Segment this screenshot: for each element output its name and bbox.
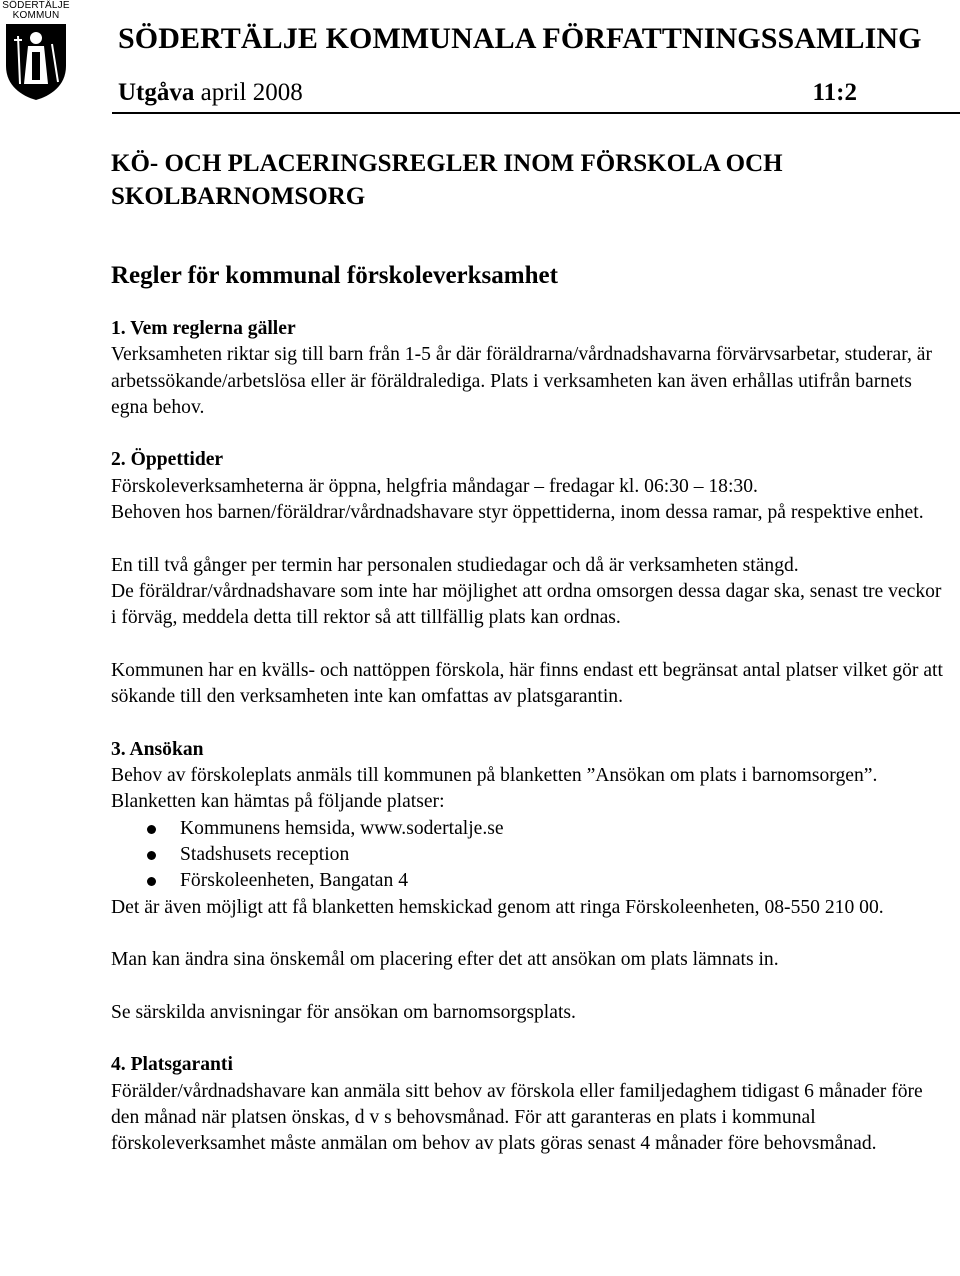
section-2-heading: 2. Öppettider (111, 449, 224, 471)
document-title (111, 147, 911, 213)
section-3-paragraph-1: Behov av förskoleplats anmäls till kommunen på blanketten ”Ansökan om plats i barnomsorgen”. Blanketten kan hämtas på följande platser: (111, 765, 878, 813)
section-4-heading: 4. Platsgaranti (111, 1054, 233, 1076)
document-number: 11:2 (812, 79, 857, 106)
list-item-text: Förskoleenheten, Bangatan 4 (180, 870, 408, 892)
list-item (111, 842, 951, 868)
coat-of-arms-icon (4, 22, 68, 102)
section-3-heading: 3. Ansökan (111, 738, 204, 760)
section-2-paragraph-2: Behoven hos barnen/föräldrar/vårdnadshavare styr öppettiderna, inom dessa ramar, på respektive enhet. (111, 502, 924, 524)
list-item (111, 816, 951, 842)
section-3-paragraph-4: Se särskilda anvisningar för ansökan om barnomsorgsplats. (111, 1001, 576, 1023)
edition-label: Utgåva (118, 79, 195, 106)
list-item-text: Kommunens hemsida, www.sodertalje.se (180, 817, 504, 839)
application-locations-list (111, 816, 951, 895)
section-2-paragraph-4: De föräldrar/vårdnadshavare som inte har möjlighet att ordna omsorgen dessa dagar ska, senast tre veckor i förväg, meddela detta till rektor så att tillfällig plats kan ordnas. (111, 580, 942, 629)
header-divider (112, 112, 960, 114)
section-3-paragraph-3: Man kan ändra sina önskemål om placering efter det att ansökan om plats lämnats in. (111, 949, 779, 971)
document-subtitle: Regler för kommunal förskoleverksamhet (111, 262, 558, 289)
document-body (111, 316, 951, 1158)
section-3-paragraph-2: Det är även möjligt att få blanketten hemskickad genom att ringa Förskoleenheten, 08-550 210 00. (111, 896, 884, 918)
section-1-heading: 1. Vem reglerna gäller (111, 318, 296, 339)
publication-title: SÖDERTÄLJE KOMMUNALA FÖRFATTNINGSSAMLING (118, 22, 922, 55)
bullet-icon (147, 851, 156, 860)
document-title-line1: KÖ- OCH PLACERINGSREGLER INOM FÖRSKOLA OCH (111, 150, 783, 177)
bullet-icon (147, 825, 156, 834)
section-2-paragraph-5: Kommunen har en kvälls- och nattöppen förskola, här finns endast ett begränsat antal platser vilket gör att sökande till den verksamheten inte kan omfattas av platsgarantin. (111, 659, 943, 708)
section-2-paragraph-3: En till två gånger per termin har personalen studiedagar och då är verksamheten stängd. (111, 554, 799, 576)
list-item-text: Stadshusets reception (180, 843, 350, 865)
section-2-paragraph-1: Förskoleverksamheterna är öppna, helgfria måndagar – fredagar kl. 06:30 – 18:30. (111, 475, 758, 497)
logo-text-line1: SÖDERTÄLJE (2, 0, 70, 11)
list-item (111, 868, 951, 894)
logo-text-line2: KOMMUN (12, 10, 60, 21)
section-1-paragraph: Verksamheten riktar sig till barn från 1-5 år där föräldrarna/vårdnadshavarna förvärvsarbetar, studerar, är arbetssökande/arbetslösa eller är föräldralediga. Plats i verksamheten kan även erhållas utifrån barnets egna behov. (111, 344, 932, 418)
document-title-line2: SKOLBARNOMSORG (111, 183, 366, 210)
municipality-logo (0, 0, 72, 104)
bullet-icon (147, 877, 156, 886)
edition-date: april 2008 (194, 79, 303, 106)
section-4-paragraph: Förälder/vårdnadshavare kan anmäla sitt behov av förskola eller familjedaghem tidigast 6 månader före den månad när platsen önskas, d v s behovsmånad. För att garanteras en plats i kommunal förskoleverksamhet måste anmälan om behov av plats göras senast 4 månader före behovsmånad. (111, 1080, 923, 1155)
edition-line (118, 79, 303, 107)
